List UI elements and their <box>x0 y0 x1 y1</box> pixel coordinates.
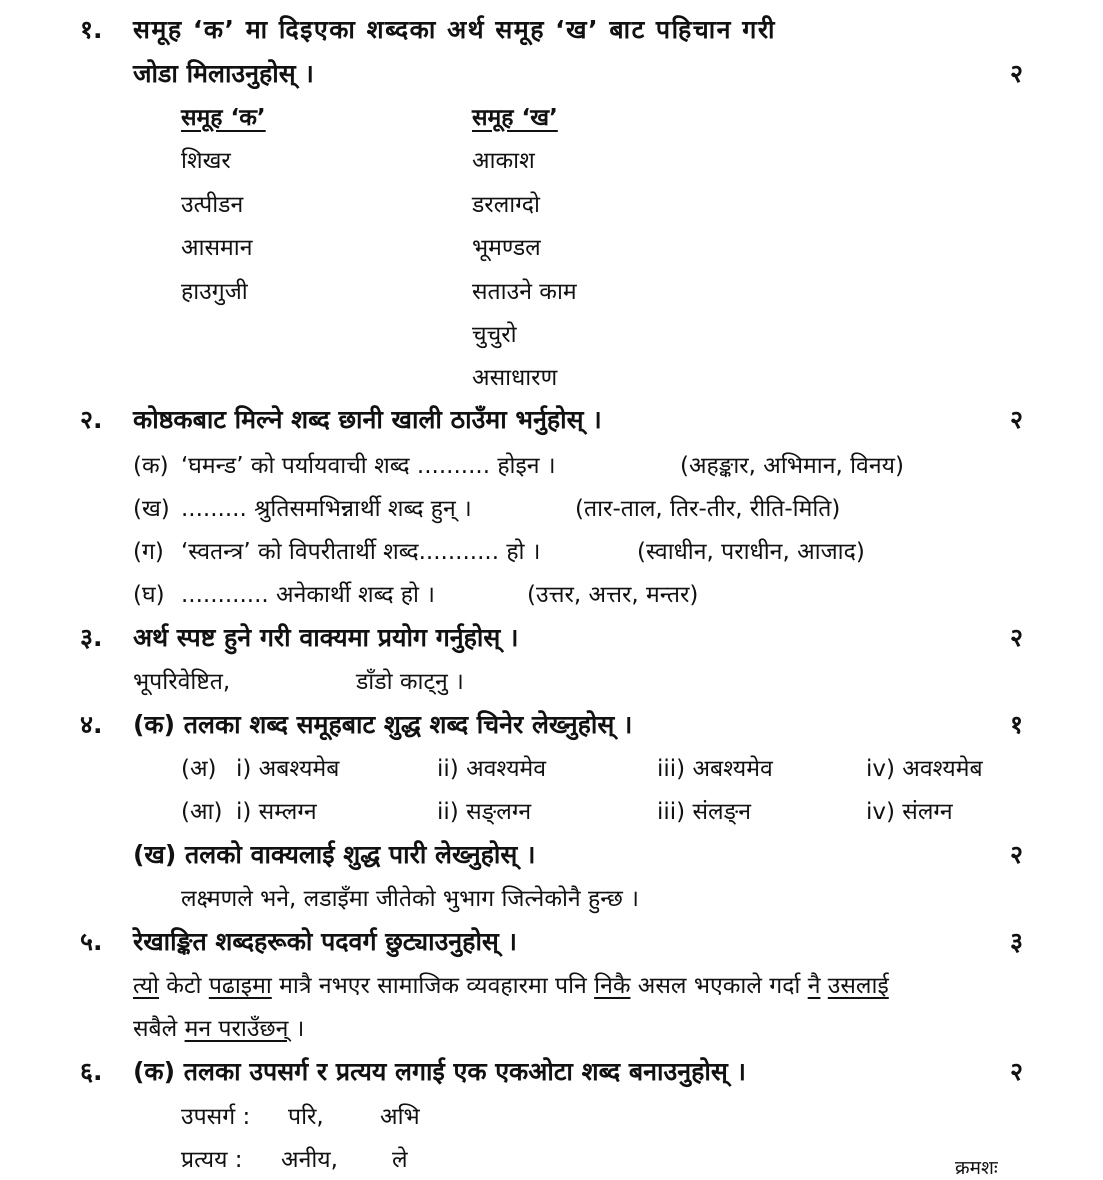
underlined-word: त्यो <box>133 973 159 999</box>
underlined-word: पढाइमा <box>208 973 272 999</box>
q4-option: ii) सङ्लग्न <box>437 799 532 825</box>
q4a-marks: १ <box>1009 710 1023 739</box>
q5-title: रेखाङ्कित शब्दहरूको पदवर्ग छुट्याउनुहोस् । <box>133 927 518 956</box>
q5-number: ५. <box>80 927 103 956</box>
q1-ka-item: शिखर <box>181 148 231 174</box>
q6-title: (क) तलका उपसर्ग र प्रत्यय लगाई एक एकओटा शब्द बनाउनुहोस् । <box>133 1057 746 1086</box>
q1-marks: २ <box>1009 59 1023 88</box>
q2-item-label: (घ) <box>133 582 165 608</box>
q1-title-line1: समूह ‘क’ मा दिइएका शब्दका अर्थ समूह ‘ख’ बाट पहिचान गरी <box>133 15 777 44</box>
continued-footer: क्रमशः <box>955 1157 998 1179</box>
q2-item-options: (अहङ्कार, अभिमान, विनय) <box>680 453 904 479</box>
q3-marks: २ <box>1009 623 1023 652</box>
q1-kha-item: सताउने काम <box>472 279 577 305</box>
q4-row-label: (आ) <box>181 799 223 825</box>
underlined-word: नै <box>807 973 821 999</box>
q1-ka-item: उत्पीडन <box>181 192 244 218</box>
q2-item-label: (ग) <box>133 539 164 565</box>
q4-option: iii) संलङ्न <box>657 799 752 825</box>
q5-paragraph-line1: त्यो केटो पढाइमा मात्रै नभएर सामाजिक व्यवहारमा पनि निकै असल भएकाले गर्दा नै उसलाई <box>133 973 889 999</box>
q2-item-text: ............ अनेकार्थी शब्द हो । <box>181 582 435 608</box>
q4-option: iv) संलग्न <box>866 799 953 825</box>
q2-item-text: ......... श्रुतिसमभिन्नार्थी शब्द हुन् । <box>181 496 472 522</box>
q1-kha-item: आकाश <box>472 148 535 174</box>
q1-kha-item: चुचुरो <box>472 322 517 348</box>
q6-upasarga-label: उपसर्ग : <box>181 1104 251 1130</box>
q4-option: iv) अवश्यमेब <box>866 756 983 782</box>
q2-item-text: ‘घमन्ड’ को पर्यायवाची शब्द .......... होइन । <box>181 453 556 479</box>
q4b-sentence: लक्ष्मणले भने, लडाइँमा जीतेको भुभाग जित्नेकोनै हुन्छ । <box>181 886 639 912</box>
q1-number: १. <box>80 15 103 44</box>
underlined-word: मन पराउँछन् <box>184 1016 289 1042</box>
q2-item-label: (क) <box>133 453 169 479</box>
q5-paragraph-line2: सबैले मन पराउँछन् । <box>133 1016 305 1042</box>
q1-ka-item: आसमान <box>181 235 253 261</box>
q4-option: ii) अवश्यमेव <box>437 756 547 782</box>
q2-item-options: (उत्तर, अत्तर, मन्तर) <box>527 582 699 608</box>
q2-number: २. <box>80 405 103 434</box>
q1-kha-item: असाधारण <box>472 365 558 391</box>
q1-kha-item: भूमण्डल <box>472 235 541 261</box>
q2-item-label: (ख) <box>133 496 170 522</box>
q6-upasarga-item: अभि <box>380 1104 420 1130</box>
q6-pratyaya-item: ले <box>392 1147 408 1173</box>
q3-number: ३. <box>80 623 103 652</box>
q4b-marks: २ <box>1009 840 1023 869</box>
q1-header-kha: समूह ‘ख’ <box>472 105 558 131</box>
q6-pratyaya-item: अनीय, <box>281 1147 338 1173</box>
q1-header-ka: समूह ‘क’ <box>181 105 266 131</box>
q1-ka-item: हाउगुजी <box>181 279 248 305</box>
q2-marks: २ <box>1009 405 1023 434</box>
underlined-word: निकै <box>594 973 631 999</box>
q4-option: iii) अबश्यमेव <box>657 756 773 782</box>
q5-marks: ३ <box>1009 927 1023 956</box>
q4a-title: (क) तलका शब्द समूहबाट शुद्ध शब्द चिनेर लेख्नुहोस् । <box>133 710 633 739</box>
q3-title: अर्थ स्पष्ट हुने गरी वाक्यमा प्रयोग गर्नुहोस् । <box>133 623 519 652</box>
q2-item-text: ‘स्वतन्त्र’ को विपरीतार्थी शब्द........... हो । <box>181 539 541 565</box>
q4b-title: (ख) तलको वाक्यलाई शुद्ध पारी लेख्नुहोस् । <box>133 840 536 869</box>
q4-option: i) सम्लग्न <box>236 799 317 825</box>
q3-word: डाँडो काट्नु । <box>356 669 464 695</box>
q1-title-line2: जोडा मिलाउनुहोस् । <box>133 59 314 88</box>
q1-kha-item: डरलाग्दो <box>472 192 540 218</box>
q6-pratyaya-label: प्रत्यय : <box>181 1147 243 1173</box>
q4-number: ४. <box>80 710 103 739</box>
q2-item-options: (तार-ताल, तिर-तीर, रीति-मिति) <box>575 496 841 522</box>
q6-number: ६. <box>80 1057 103 1086</box>
q6-upasarga-item: परि, <box>288 1104 324 1130</box>
q2-title: कोष्ठकबाट मिल्ने शब्द छानी खाली ठाउँमा भर्नुहोस् । <box>133 405 602 434</box>
q3-word: भूपरिवेष्टित, <box>133 669 231 695</box>
underlined-word: उसलाई <box>827 973 889 999</box>
q4-row-label: (अ) <box>181 756 217 782</box>
q4-option: i) अबश्यमेब <box>236 756 340 782</box>
q2-item-options: (स्वाधीन, पराधीन, आजाद) <box>637 539 865 565</box>
q6-marks: २ <box>1009 1057 1023 1086</box>
